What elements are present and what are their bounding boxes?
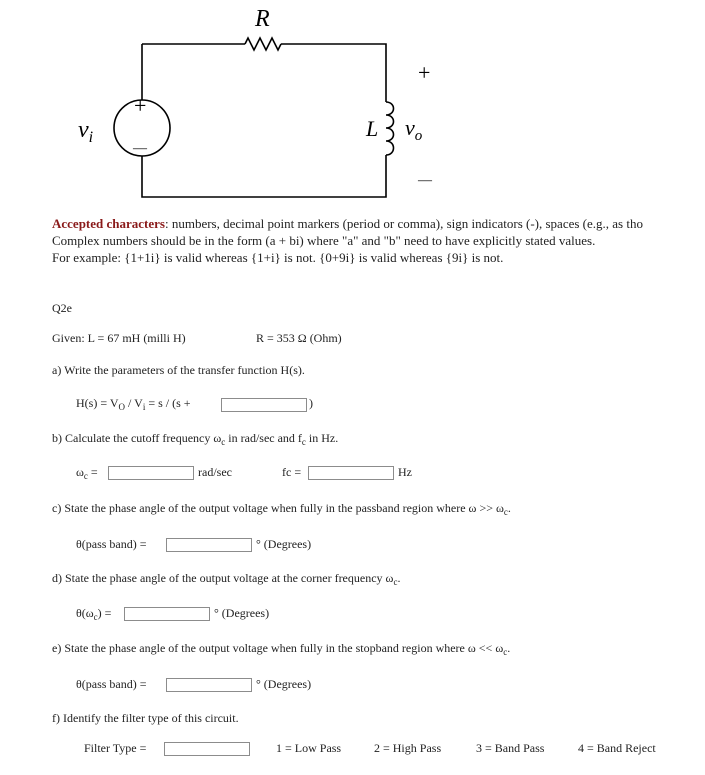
filter-option-band-pass: 3 = Band Pass (476, 741, 545, 755)
corner-unit: ° (Degrees) (214, 606, 270, 620)
transfer-function-input[interactable] (221, 398, 307, 412)
stop-band-input[interactable] (166, 678, 252, 692)
output-plus: + (418, 60, 431, 85)
stop-band-label: θ(pass band) = (76, 677, 147, 691)
left-wire-bottom (142, 155, 386, 197)
fc-label: fc = (282, 465, 302, 479)
stop-band-unit: ° (Degrees) (256, 677, 312, 691)
given-inductance: Given: L = 67 mH (milli H) (52, 331, 186, 345)
pass-band-label: θ(pass band) = (76, 537, 147, 551)
fc-input[interactable] (308, 466, 394, 480)
pass-band-input[interactable] (166, 538, 252, 552)
accepted-text: : numbers, decimal point markers (period or comma), sign indicators (-), spaces (e.g., as tho (164, 216, 643, 231)
inductor-label: L (366, 116, 379, 141)
accepted-label: Accepted characters (52, 216, 165, 231)
example-note: For example: {1+1i} is valid whereas {1+i} is not. {0+9i} is valid whereas {9i} is not. (52, 250, 504, 265)
wc-input[interactable] (108, 466, 194, 480)
circuit-diagram (0, 0, 705, 205)
resistor-symbol (245, 38, 281, 50)
filter-type-label: Filter Type = (84, 741, 147, 755)
input-voltage-label: $v_i$ (78, 117, 94, 146)
top-wire-right (281, 44, 386, 102)
filter-option-high-pass: 2 = High Pass (374, 741, 442, 755)
part-d-text: d) State the phase angle of the output voltage at the corner frequency $\omega_c$. (52, 571, 401, 587)
source-minus: — (133, 141, 147, 156)
corner-input[interactable] (124, 607, 210, 621)
part-f-text: f) Identify the filter type of this circuit. (52, 711, 239, 725)
part-e-text: e) State the phase angle of the output voltage when fully in the stopband region where $\omega << \omega_c$. (52, 641, 511, 657)
wc-label: $\omega_c$ = (76, 465, 98, 481)
output-minus: — (418, 173, 432, 188)
transfer-close-paren: ) (309, 396, 313, 410)
filter-option-band-reject: 4 = Band Reject (578, 741, 656, 755)
transfer-function-label: $H(s) = V_O / V_i = s / (s$ + (76, 396, 191, 412)
source-plus: + (134, 93, 147, 118)
filter-type-input[interactable] (164, 742, 250, 756)
given-resistance: R = 353 Ω (Ohm) (256, 331, 342, 345)
part-c-text: c) State the phase angle of the output voltage when fully in the passband region where $\omega >> \omega_c$. (52, 501, 511, 517)
pass-band-unit: ° (Degrees) (256, 537, 312, 551)
resistor-label: R (255, 6, 270, 32)
question-id: Q2e (52, 301, 72, 315)
wc-unit: rad/sec (198, 465, 232, 479)
complex-format-note: Complex numbers should be in the form (a + bi) where "a" and "b" need to have explicitly stated values. (52, 233, 596, 248)
accepted-characters-note (52, 216, 643, 232)
filter-option-low-pass: 1 = Low Pass (276, 741, 342, 755)
output-voltage-label: $v_o$ (405, 115, 423, 144)
part-a-text: a) Write the parameters of the transfer function H(s). (52, 363, 305, 377)
fc-unit: Hz (398, 465, 412, 479)
inductor-coil (386, 102, 394, 155)
corner-label: $\theta(\omega_c)$ = (76, 606, 112, 622)
part-b-text: b) Calculate the cutoff frequency $\omega_c$ in rad/sec and $f_c$ in Hz. (52, 431, 339, 447)
